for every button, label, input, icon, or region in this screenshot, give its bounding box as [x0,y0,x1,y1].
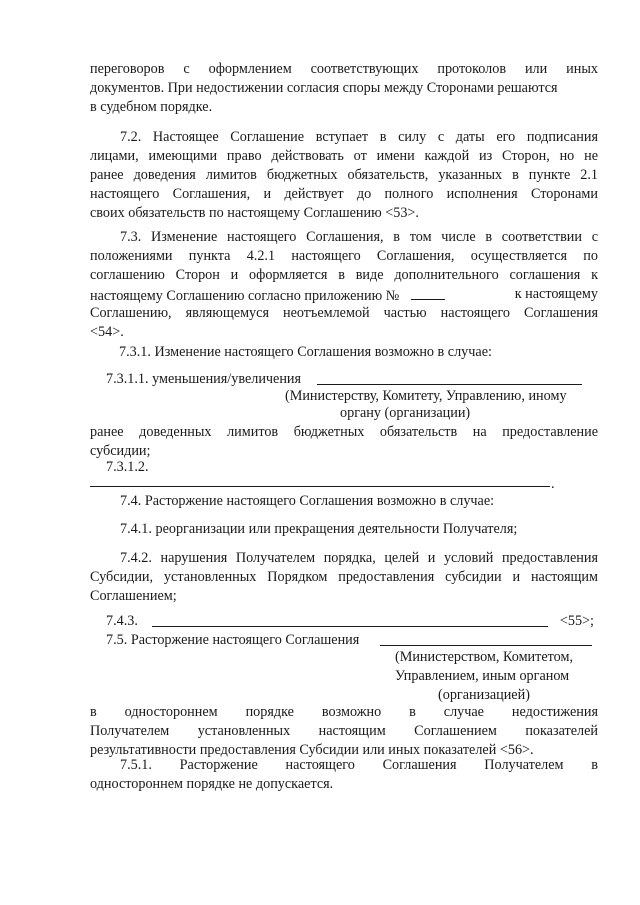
caption-line: (Министерством, Комитетом, [395,649,574,665]
clause-7-2: 7.2. Настоящее Соглашение вступает в силу с даты его подписания [120,129,598,145]
appendix-number-blank [411,285,445,300]
text-line: субсидии; [90,443,151,459]
caption-line: органу (организации) [340,405,471,421]
fill-in-line [90,472,550,487]
text-line: документов. При недостижении согласия споры между Сторонами решаются [90,80,558,96]
clause-7-3-1-2: 7.3.1.2. [106,459,149,475]
fill-in-line [317,370,582,385]
clause-7-5-1: 7.5.1. Расторжение настоящего Соглашения Получателем в [120,757,598,773]
text-line: положениями пункта 4.2.1 настоящего Соглашения, осуществляется по [90,248,598,264]
text-fragment: . [551,476,555,492]
text-line: в одностороннем порядке возможно в случае недостижения [90,704,598,720]
text-line: соглашению Сторон и оформляется в виде дополнительного соглашения к [90,267,598,283]
text-line: ранее доведения лимитов бюджетных обязательств, указанных в пункте 2.1 [90,167,598,183]
clause-7-4-3: 7.4.3. [106,613,138,629]
text-line: в судебном порядке. [90,99,213,115]
text-line: <54>. [90,324,124,340]
clause-7-4-1: 7.4.1. реорганизации или прекращения деятельности Получателя; [120,521,518,537]
clause-7-3-1-1: 7.3.1.1. уменьшения/увеличения [106,371,302,387]
clause-7-5: 7.5. Расторжение настоящего Соглашения [106,632,360,648]
text-line: Получателем установленных настоящим Соглашением показателей [90,723,598,739]
text-line: настоящего Соглашения, и действует до полного исполнения Сторонами [90,186,598,202]
text-line: Соглашением; [90,588,177,604]
text-line: Субсидии, установленных Порядком предоставления субсидии и настоящим [90,569,598,585]
caption-line: (Министерству, Комитету, Управлению, иному [285,388,567,404]
clause-7-3: 7.3. Изменение настоящего Соглашения, в том числе в соответствии с [120,229,598,245]
clause-7-4-2: 7.4.2. нарушения Получателем порядка, целей и условий предоставления [120,550,598,566]
clause-7-4: 7.4. Расторжение настоящего Соглашения возможно в случае: [120,493,495,509]
caption-line: Управлением, иным органом [395,668,570,684]
text-line: ранее доведенных лимитов бюджетных обязательств на предоставление [90,424,598,440]
text-line: результативности предоставления Субсидии или иных показателей <56>. [90,742,534,758]
text-line: Соглашению, являющемуся неотъемлемой частью настоящего Соглашения [90,305,598,321]
text-line [90,285,445,306]
text-line: лицами, имеющими право действовать от имени каждой из Сторон, но не [90,148,598,164]
text-fragment: настоящему Соглашению согласно приложению № [90,288,400,304]
text-fragment: к настоящему [514,286,598,302]
clause-7-3-1: 7.3.1. Изменение настоящего Соглашения возможно в случае: [119,344,492,360]
fill-in-line [152,612,548,627]
fill-in-line [380,631,592,646]
text-line: своих обязательств по настоящему Соглашению <53>. [90,205,419,221]
caption-line: (организацией) [438,687,530,703]
footnote-ref: <55>; [559,613,594,629]
text-line: переговоров с оформлением соответствующих протоколов или иных [90,61,598,77]
text-line: одностороннем порядке не допускается. [90,776,334,792]
